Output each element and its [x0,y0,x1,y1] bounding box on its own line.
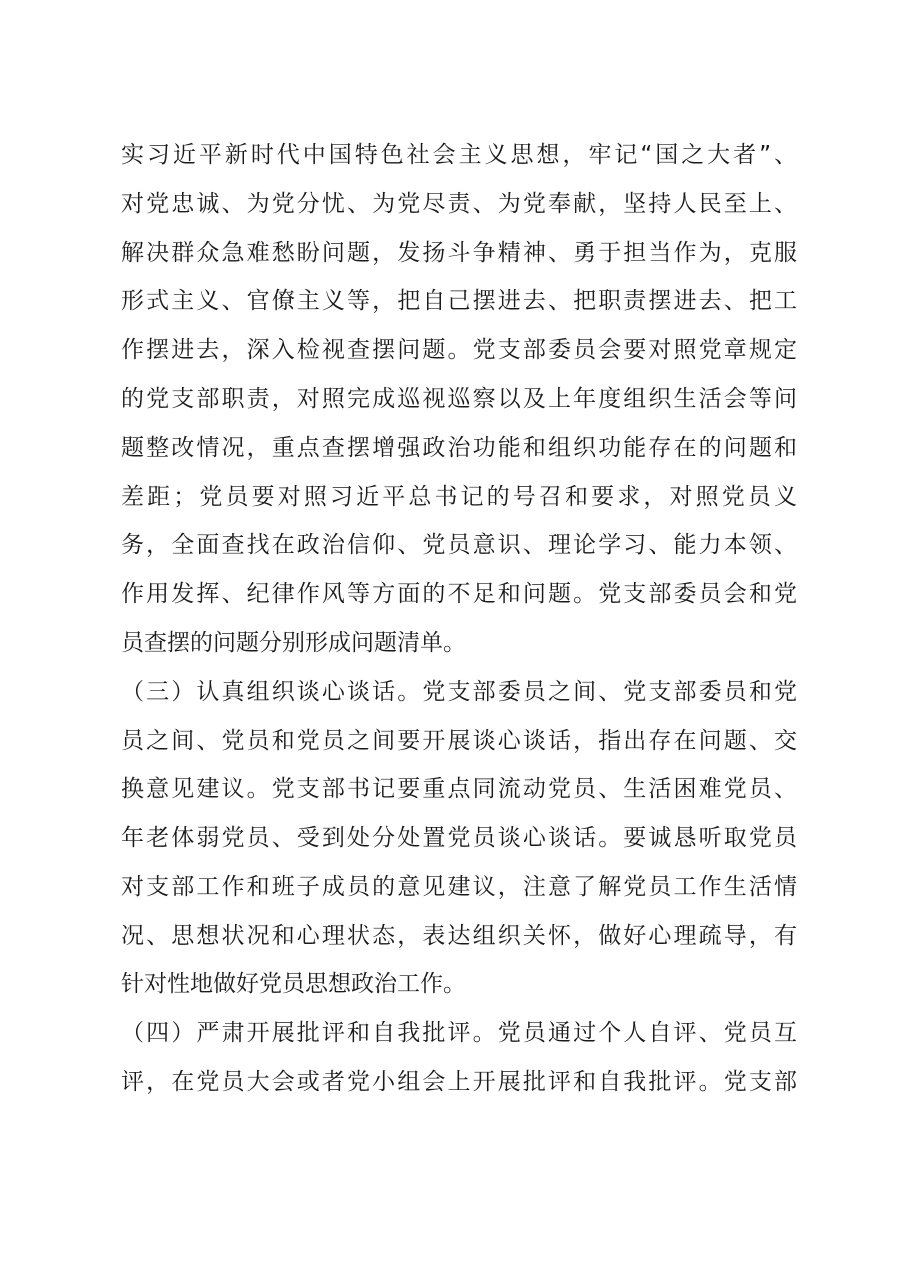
text-line: 评，在党员大会或者党小组会上开展批评和自我批评。党支部 [121,1069,797,1095]
text-line: 对支部工作和班子成员的意见建议，注意了解党员工作生活情 [121,874,797,900]
text-line: （四）严肃开展批评和自我批评。党员通过个人自评、党员互 [121,1020,797,1046]
text-line: 作摆进去，深入检视查摆问题。党支部委员会要对照党章规定 [121,337,797,363]
text-line: 的党支部职责，对照完成巡视巡察以及上年度组织生活会等问 [121,386,797,412]
text-line: 务，全面查找在政治信仰、党员意识、理论学习、能力本领、 [121,532,797,558]
text-line: 况、思想状况和心理状态，表达组织关怀，做好心理疏导，有 [121,923,797,949]
text-line: 年老体弱党员、受到处分处置党员谈心谈话。要诚恳听取党员 [121,825,797,851]
text-line: 形式主义、官僚主义等，把自己摆进去、把职责摆进去、把工 [121,288,797,314]
text-line: 员查摆的问题分别形成问题清单。 [121,630,466,656]
text-line: 针对性地做好党员思想政治工作。 [121,971,466,997]
text-line: （三）认真组织谈心谈话。党支部委员之间、党支部委员和党 [121,679,797,705]
text-line: 对党忠诚、为党分忧、为党尽责、为党奉献，坚持人民至上、 [121,191,797,217]
text-line: 差距；党员要对照习近平总书记的号召和要求，对照党员义 [121,484,797,510]
text-line: 作用发挥、纪律作风等方面的不足和问题。党支部委员会和党 [121,581,797,607]
text-line: 解决群众急难愁盼问题，发扬斗争精神、勇于担当作为，克服 [121,240,797,266]
text-line: 换意见建议。党支部书记要重点同流动党员、生活困难党员、 [121,776,797,802]
text-line: 题整改情况，重点查摆增强政治功能和组织功能存在的问题和 [121,435,797,461]
text-line: 实习近平新时代中国特色社会主义思想，牢记“国之大者”、 [121,142,797,168]
text-line: 员之间、党员和党员之间要开展谈心谈话，指出存在问题、交 [121,728,797,754]
